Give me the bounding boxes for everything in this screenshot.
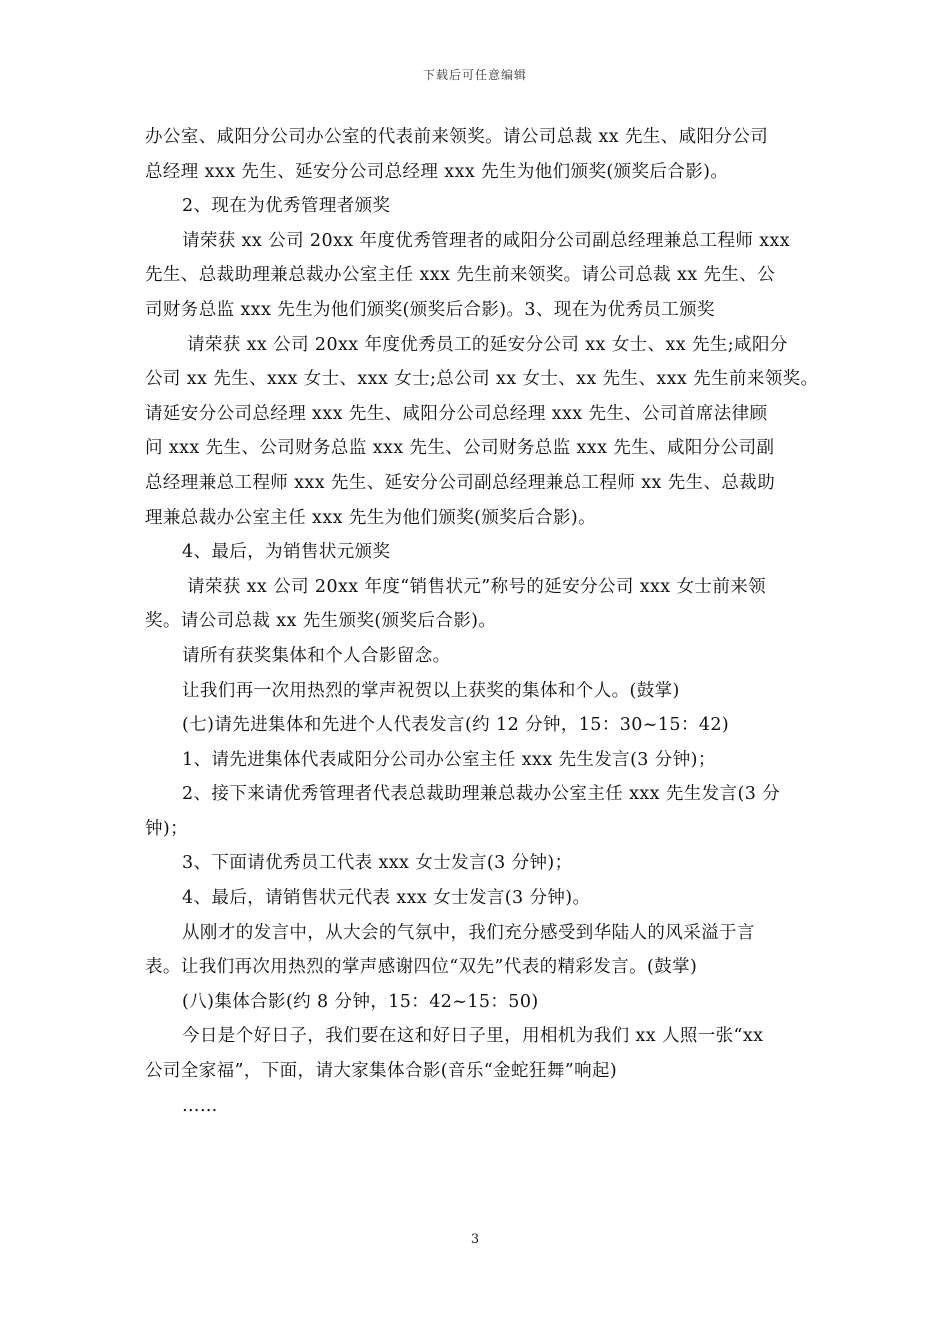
body-line-11: 总经理兼总工程师 xxx 先生、延安分公司副总经理兼总工程师 xx 先生、总裁助 [145, 472, 776, 493]
body-line-15: 奖。请公司总裁 xx 先生颁奖(颁奖后合影)。 [145, 611, 497, 632]
body-line-8: 公司 xx 先生、xxx 女士、xxx 女士;总公司 xx 女士、xx 先生、xxx 先生前来领奖。 [145, 369, 819, 390]
ellipsis: …… [182, 1095, 218, 1116]
body-line-24: 从刚才的发言中，从大会的气氛中，我们充分感受到华陆人的风采溢于言 [182, 922, 755, 943]
body-line-4: 请荣获 xx 公司 20xx 年度优秀管理者的咸阳分公司副总经理兼总工程师 xxx [182, 230, 791, 251]
document-body [145, 120, 819, 1123]
page-header: 下载后可任意编辑 [422, 68, 527, 82]
body-line-21: 钟)； [145, 818, 189, 839]
body-line-5: 先生、总裁助理兼总裁办公室主任 xxx 先生前来领奖。请公司总裁 xx 先生、公 [145, 265, 776, 286]
body-line-25: 表。让我们再次用热烈的掌声感谢四位“双先”代表的精彩发言。(鼓掌) [145, 957, 698, 978]
body-line-20: 2、接下来请优秀管理者代表总裁助理兼总裁办公室主任 xxx 先生发言(3 分 [182, 784, 781, 805]
section-heading-group-photo: (八)集体合影(约 8 分钟，15：42~15：50) [182, 991, 539, 1012]
section-heading-excellent-managers: 2、现在为优秀管理者颁奖 [182, 196, 391, 217]
body-line-12: 理兼总裁办公室主任 xxx 先生为他们颁奖(颁奖后合影)。 [145, 507, 596, 528]
section-heading-speeches: (七)请先进集体和先进个人代表发言(约 12 分钟，15：30~15：42) [182, 715, 730, 736]
body-line-9: 请延安分公司总经理 xxx 先生、咸阳分公司总经理 xxx 先生、公司首席法律顾 [145, 403, 768, 424]
body-line-17: 让我们再一次用热烈的掌声祝贺以上获奖的集体和个人。(鼓掌) [182, 680, 680, 701]
body-line-27: 今日是个好日子，我们要在这和好日子里，用相机为我们 xx 人照一张“xx [182, 1026, 764, 1047]
body-line-16: 请所有获奖集体和个人合影留念。 [182, 645, 451, 666]
body-line-2: 总经理 xxx 先生、延安分公司总经理 xxx 先生为他们颁奖(颁奖后合影)。 [145, 161, 729, 182]
section-heading-sales-champion: 4、最后，为销售状元颁奖 [182, 542, 391, 563]
body-line-14: 请荣获 xx 公司 20xx 年度“销售状元”称号的延安分公司 xxx 女士前来领 [187, 576, 767, 597]
body-line-28: 公司全家福”，下面，请大家集体合影(音乐“金蛇狂舞”响起) [145, 1061, 618, 1082]
body-line-6: 司财务总监 xxx 先生为他们颁奖(颁奖后合影)。3、现在为优秀员工颁奖 [145, 299, 715, 320]
page-number: 3 [470, 1232, 480, 1247]
body-line-23: 4、最后，请销售状元代表 xxx 女士发言(3 分钟)。 [182, 888, 591, 909]
body-line-19: 1、请先进集体代表咸阳分公司办公室主任 xxx 先生发言(3 分钟)； [182, 749, 716, 770]
body-line-10: 问 xxx 先生、公司财务总监 xxx 先生、公司财务总监 xxx 先生、咸阳分公司副 [145, 438, 775, 459]
body-line-1: 办公室、咸阳分公司办公室的代表前来领奖。请公司总裁 xx 先生、咸阳分公司 [145, 127, 769, 147]
body-line-22: 3、下面请优秀员工代表 xxx 女士发言(3 分钟)； [182, 853, 573, 874]
body-line-7: 请荣获 xx 公司 20xx 年度优秀员工的延安分公司 xx 女士、xx 先生;咸阳分 [187, 334, 788, 355]
